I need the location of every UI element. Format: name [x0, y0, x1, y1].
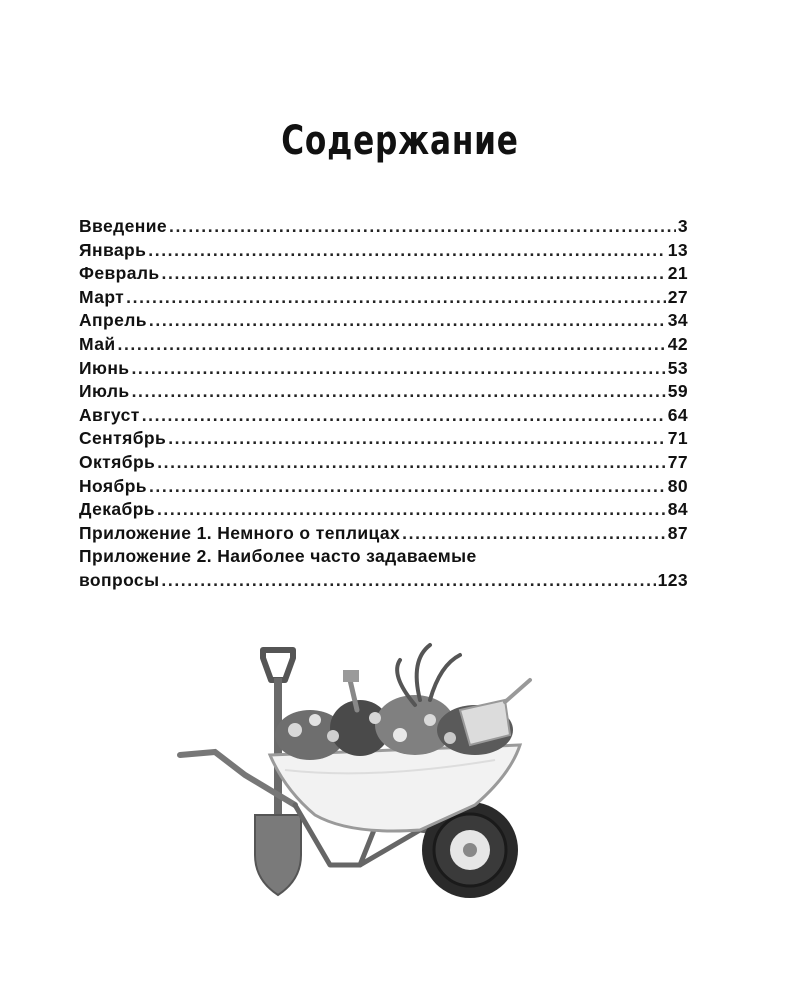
toc-entry[interactable] [79, 240, 688, 264]
toc-leader-dots [149, 310, 666, 331]
toc-leader-dots [149, 476, 666, 497]
toc-page-number: 64 [667, 404, 688, 425]
toc-page-number: 53 [667, 357, 688, 378]
toc-page-number: 42 [667, 333, 688, 354]
toc-page-number: 59 [667, 381, 688, 402]
toc-leader-dots [169, 216, 676, 237]
toc-entry-label: Приложение 2. Наиболее часто задаваемые [79, 546, 477, 567]
toc-entry[interactable] [79, 358, 688, 382]
toc-leader-dots [117, 334, 665, 355]
toc-entry-label: Ноябрь [79, 475, 147, 496]
toc-entry[interactable] [79, 287, 688, 311]
toc-page-number: 27 [667, 286, 688, 307]
toc-leader-dots [148, 240, 665, 261]
toc-entry[interactable] [79, 334, 688, 358]
toc-page-number: 21 [667, 263, 688, 284]
page-title: Содержание [281, 118, 519, 164]
toc-page-number: 123 [657, 569, 688, 590]
toc-entry[interactable] [79, 216, 688, 240]
toc-entry[interactable] [79, 428, 688, 452]
toc-entry[interactable] [79, 381, 688, 405]
toc-entry-label: Приложение 1. Немного о теплицах [79, 522, 401, 543]
toc-entry-label: Март [79, 286, 125, 307]
toc-entry-label-continued: вопросы [79, 569, 160, 590]
toc-entry[interactable] [79, 310, 688, 334]
toc-leader-dots [162, 263, 666, 284]
toc-leader-dots [157, 452, 666, 473]
toc-entry[interactable] [79, 523, 688, 547]
toc-leader-dots [402, 523, 666, 544]
toc-page-number: 80 [667, 475, 688, 496]
toc-entry-label: Январь [79, 239, 147, 260]
toc-leader-dots [131, 358, 665, 379]
toc-leader-dots [157, 499, 666, 520]
toc-entry-label: Декабрь [79, 499, 155, 520]
toc-entry[interactable] [79, 499, 688, 523]
toc-page-number: 34 [667, 310, 688, 331]
toc-page-number: 3 [677, 216, 688, 236]
toc-entry-label: Введение [79, 216, 167, 236]
wheelbarrow-with-flowers-and-shovel-icon [175, 640, 555, 915]
toc-leader-dots [132, 381, 666, 402]
toc-entry-label: Май [79, 333, 116, 354]
toc-leader-dots [126, 287, 666, 308]
toc-entry-label: Июль [79, 381, 130, 402]
table-of-contents [79, 216, 688, 594]
toc-entry[interactable] [79, 546, 688, 593]
toc-page-number: 87 [667, 522, 688, 543]
toc-page-number: 71 [667, 428, 688, 449]
toc-entry-label: Август [79, 404, 140, 425]
toc-leader-dots [161, 570, 655, 591]
toc-entry[interactable] [79, 452, 688, 476]
toc-entry[interactable] [79, 263, 688, 287]
toc-leader-dots [168, 428, 666, 449]
toc-page-number: 13 [667, 239, 688, 260]
toc-entry[interactable] [79, 476, 688, 500]
toc-entry-label: Сентябрь [79, 428, 167, 449]
toc-entry-label: Апрель [79, 310, 147, 331]
toc-entry-label: Октябрь [79, 451, 156, 472]
toc-page-number: 84 [667, 499, 688, 520]
toc-leader-dots [142, 405, 666, 426]
toc-entry[interactable] [79, 405, 688, 429]
toc-entry-label: Февраль [79, 263, 160, 284]
toc-entry-label: Июнь [79, 357, 130, 378]
toc-page-number: 77 [667, 451, 688, 472]
toc-entry-continuation [79, 570, 688, 594]
